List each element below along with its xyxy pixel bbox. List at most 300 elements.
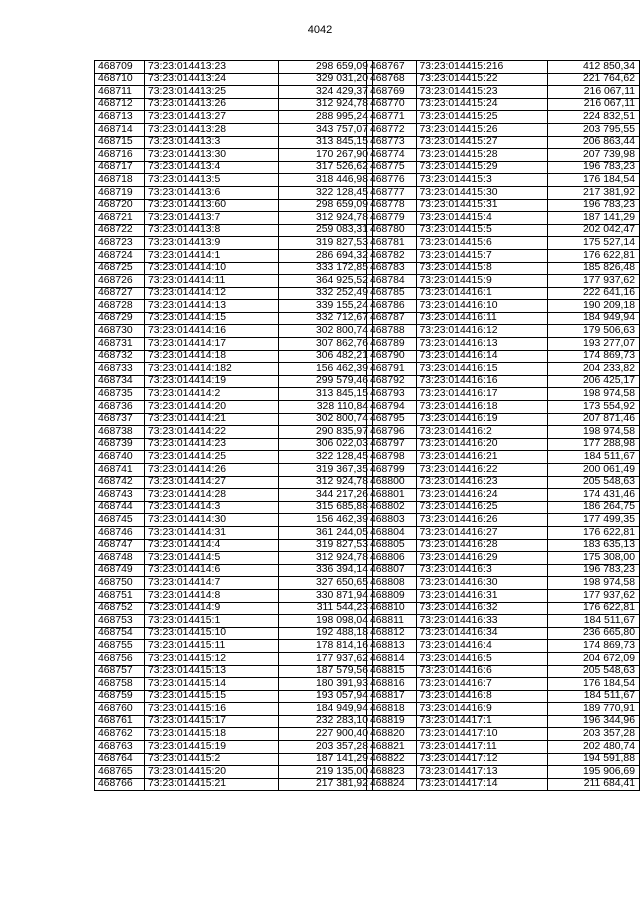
row-number-cell: 468712 <box>95 98 145 111</box>
value-cell: 193 057,94 <box>279 690 373 703</box>
row-number-cell: 468820 <box>367 728 417 741</box>
table-row <box>367 640 640 653</box>
value-cell: 322 128,45 <box>279 186 373 199</box>
row-number-cell: 468739 <box>95 438 145 451</box>
row-number-cell: 468736 <box>95 401 145 414</box>
cadastral-number-cell: 73:23:014414:8 <box>145 589 279 602</box>
table-row <box>367 199 640 212</box>
table-row <box>95 615 373 628</box>
value-cell: 187 141,29 <box>279 753 373 766</box>
table-row <box>95 363 373 376</box>
cadastral-number-cell: 73:23:014415:18 <box>145 728 279 741</box>
value-cell: 330 871,94 <box>279 589 373 602</box>
value-cell: 216 067,11 <box>547 86 639 99</box>
table-row <box>367 476 640 489</box>
value-cell: 187 579,56 <box>279 665 373 678</box>
row-number-cell: 468764 <box>95 753 145 766</box>
table-row <box>95 249 373 262</box>
table-row <box>367 338 640 351</box>
page-number: 4042 <box>307 24 333 36</box>
table-row <box>367 741 640 754</box>
cadastral-number-cell: 73:23:014414:4 <box>145 539 279 552</box>
cadastral-number-cell: 73:23:014415:20 <box>145 766 279 779</box>
row-number-cell: 468750 <box>95 577 145 590</box>
row-number-cell: 468795 <box>367 413 417 426</box>
row-number-cell: 468785 <box>367 287 417 300</box>
cadastral-number-cell: 73:23:014415:25 <box>416 111 547 124</box>
table-row <box>95 589 373 602</box>
row-number-cell: 468746 <box>95 526 145 539</box>
value-cell: 344 217,26 <box>279 489 373 502</box>
cadastral-number-cell: 73:23:014414:26 <box>145 464 279 477</box>
table-row <box>367 149 640 162</box>
table-row <box>367 300 640 313</box>
value-cell: 179 506,63 <box>547 325 639 338</box>
value-cell: 184 949,94 <box>279 703 373 716</box>
row-number-cell: 468766 <box>95 778 145 791</box>
value-cell: 175 308,00 <box>547 552 639 565</box>
cadastral-number-cell: 73:23:014413:60 <box>145 199 279 212</box>
row-number-cell: 468796 <box>367 426 417 439</box>
value-cell: 299 579,46 <box>279 375 373 388</box>
table-row <box>367 678 640 691</box>
table-row <box>95 703 373 716</box>
row-number-cell: 468804 <box>367 526 417 539</box>
value-cell: 184 511,67 <box>547 690 639 703</box>
cadastral-number-cell: 73:23:014416:13 <box>416 338 547 351</box>
value-cell: 176 622,81 <box>547 249 639 262</box>
table-row <box>367 111 640 124</box>
cadastral-number-cell: 73:23:014415:9 <box>416 275 547 288</box>
row-number-cell: 468810 <box>367 602 417 615</box>
value-cell: 174 869,73 <box>547 350 639 363</box>
table-row <box>367 375 640 388</box>
table-row <box>95 212 373 225</box>
row-number-cell: 468801 <box>367 489 417 502</box>
cadastral-number-cell: 73:23:014414:13 <box>145 300 279 313</box>
table-row <box>95 161 373 174</box>
row-number-cell: 468806 <box>367 552 417 565</box>
cadastral-table-left-body <box>95 61 373 791</box>
row-number-cell: 468784 <box>367 275 417 288</box>
value-cell: 336 394,14 <box>279 564 373 577</box>
table-row <box>95 199 373 212</box>
value-cell: 174 869,73 <box>547 640 639 653</box>
value-cell: 204 233,82 <box>547 363 639 376</box>
table-row <box>95 476 373 489</box>
row-number-cell: 468767 <box>367 61 417 74</box>
value-cell: 312 924,78 <box>279 212 373 225</box>
table-row <box>367 186 640 199</box>
row-number-cell: 468754 <box>95 627 145 640</box>
table-row <box>367 514 640 527</box>
value-cell: 329 031,20 <box>279 73 373 86</box>
row-number-cell: 468777 <box>367 186 417 199</box>
row-number-cell: 468818 <box>367 703 417 716</box>
table-row <box>95 325 373 338</box>
cadastral-number-cell: 73:23:014413:4 <box>145 161 279 174</box>
cadastral-number-cell: 73:23:014416:11 <box>416 312 547 325</box>
cadastral-number-cell: 73:23:014417:12 <box>416 753 547 766</box>
value-cell: 236 665,80 <box>547 627 639 640</box>
cadastral-number-cell: 73:23:014417:11 <box>416 741 547 754</box>
row-number-cell: 468822 <box>367 753 417 766</box>
table-row <box>367 262 640 275</box>
value-cell: 198 974,58 <box>547 577 639 590</box>
table-row <box>367 715 640 728</box>
table-row <box>367 174 640 187</box>
row-number-cell: 468752 <box>95 602 145 615</box>
value-cell: 311 544,23 <box>279 602 373 615</box>
row-number-cell: 468747 <box>95 539 145 552</box>
value-cell: 183 635,13 <box>547 539 639 552</box>
value-cell: 207 739,98 <box>547 149 639 162</box>
row-number-cell: 468738 <box>95 426 145 439</box>
cadastral-number-cell: 73:23:014416:26 <box>416 514 547 527</box>
value-cell: 302 800,74 <box>279 413 373 426</box>
row-number-cell: 468740 <box>95 451 145 464</box>
cadastral-number-cell: 73:23:014416:30 <box>416 577 547 590</box>
value-cell: 312 924,78 <box>279 476 373 489</box>
row-number-cell: 468788 <box>367 325 417 338</box>
table-row <box>95 690 373 703</box>
table-row <box>95 262 373 275</box>
cadastral-number-cell: 73:23:014416:22 <box>416 464 547 477</box>
cadastral-number-cell: 73:23:014413:9 <box>145 237 279 250</box>
cadastral-number-cell: 73:23:014416:9 <box>416 703 547 716</box>
cadastral-number-cell: 73:23:014415:17 <box>145 715 279 728</box>
cadastral-number-cell: 73:23:014413:8 <box>145 224 279 237</box>
cadastral-number-cell: 73:23:014417:14 <box>416 778 547 791</box>
table-row <box>95 665 373 678</box>
row-number-cell: 468782 <box>367 249 417 262</box>
row-number-cell: 468803 <box>367 514 417 527</box>
value-cell: 203 357,28 <box>547 728 639 741</box>
table-row <box>95 350 373 363</box>
cadastral-number-cell: 73:23:014415:3 <box>416 174 547 187</box>
value-cell: 175 527,14 <box>547 237 639 250</box>
cadastral-number-cell: 73:23:014413:7 <box>145 212 279 225</box>
value-cell: 332 712,67 <box>279 312 373 325</box>
cadastral-number-cell: 73:23:014415:2 <box>145 753 279 766</box>
table-row <box>367 287 640 300</box>
value-cell: 196 783,23 <box>547 564 639 577</box>
row-number-cell: 468725 <box>95 262 145 275</box>
cadastral-number-cell: 73:23:014416:20 <box>416 438 547 451</box>
value-cell: 219 135,00 <box>279 766 373 779</box>
cadastral-table-right <box>366 60 640 791</box>
cadastral-number-cell: 73:23:014415:24 <box>416 98 547 111</box>
value-cell: 322 128,45 <box>279 451 373 464</box>
table-row <box>95 438 373 451</box>
value-cell: 190 209,18 <box>547 300 639 313</box>
cadastral-number-cell: 73:23:014413:5 <box>145 174 279 187</box>
row-number-cell: 468814 <box>367 652 417 665</box>
value-cell: 170 267,90 <box>279 149 373 162</box>
value-cell: 232 283,10 <box>279 715 373 728</box>
value-cell: 205 548,63 <box>547 476 639 489</box>
cadastral-number-cell: 73:23:014415:27 <box>416 136 547 149</box>
cadastral-number-cell: 73:23:014416:23 <box>416 476 547 489</box>
table-row <box>95 741 373 754</box>
cadastral-number-cell: 73:23:014416:12 <box>416 325 547 338</box>
value-cell: 298 659,09 <box>279 61 373 74</box>
row-number-cell: 468770 <box>367 98 417 111</box>
value-cell: 198 098,04 <box>279 615 373 628</box>
row-number-cell: 468802 <box>367 501 417 514</box>
cadastral-number-cell: 73:23:014413:25 <box>145 86 279 99</box>
value-cell: 315 685,88 <box>279 501 373 514</box>
row-number-cell: 468731 <box>95 338 145 351</box>
cadastral-number-cell: 73:23:014414:28 <box>145 489 279 502</box>
cadastral-number-cell: 73:23:014415:7 <box>416 249 547 262</box>
row-number-cell: 468765 <box>95 766 145 779</box>
cadastral-table-right-body <box>367 61 640 791</box>
table-row <box>95 388 373 401</box>
value-cell: 202 042,47 <box>547 224 639 237</box>
cadastral-number-cell: 73:23:014413:28 <box>145 123 279 136</box>
table-row <box>367 312 640 325</box>
table-row <box>367 501 640 514</box>
table-row <box>367 778 640 791</box>
value-cell: 290 835,97 <box>279 426 373 439</box>
value-cell: 192 488,18 <box>279 627 373 640</box>
table-row <box>367 413 640 426</box>
table-row <box>95 464 373 477</box>
table-row <box>367 690 640 703</box>
value-cell: 196 344,96 <box>547 715 639 728</box>
value-cell: 177 288,98 <box>547 438 639 451</box>
cadastral-number-cell: 73:23:014416:1 <box>416 287 547 300</box>
value-cell: 227 900,40 <box>279 728 373 741</box>
value-cell: 178 814,16 <box>279 640 373 653</box>
cadastral-number-cell: 73:23:014416:29 <box>416 552 547 565</box>
cadastral-number-cell: 73:23:014416:5 <box>416 652 547 665</box>
row-number-cell: 468809 <box>367 589 417 602</box>
value-cell: 343 757,07 <box>279 123 373 136</box>
table-row <box>95 451 373 464</box>
cadastral-number-cell: 73:23:014414:22 <box>145 426 279 439</box>
table-row <box>95 489 373 502</box>
cadastral-number-cell: 73:23:014414:12 <box>145 287 279 300</box>
table-row <box>367 589 640 602</box>
cadastral-number-cell: 73:23:014413:30 <box>145 149 279 162</box>
table-row <box>367 426 640 439</box>
cadastral-number-cell: 73:23:014414:20 <box>145 401 279 414</box>
value-cell: 177 937,62 <box>279 652 373 665</box>
row-number-cell: 468813 <box>367 640 417 653</box>
cadastral-number-cell: 73:23:014416:3 <box>416 564 547 577</box>
table-row <box>367 98 640 111</box>
row-number-cell: 468755 <box>95 640 145 653</box>
table-row <box>95 300 373 313</box>
value-cell: 332 252,49 <box>279 287 373 300</box>
row-number-cell: 468823 <box>367 766 417 779</box>
row-number-cell: 468745 <box>95 514 145 527</box>
cadastral-number-cell: 73:23:014413:24 <box>145 73 279 86</box>
cadastral-number-cell: 73:23:014414:1 <box>145 249 279 262</box>
row-number-cell: 468721 <box>95 212 145 225</box>
cadastral-number-cell: 73:23:014416:8 <box>416 690 547 703</box>
cadastral-number-cell: 73:23:014414:15 <box>145 312 279 325</box>
cadastral-number-cell: 73:23:014413:23 <box>145 61 279 74</box>
table-row <box>367 325 640 338</box>
table-row <box>367 275 640 288</box>
value-cell: 177 499,35 <box>547 514 639 527</box>
value-cell: 317 526,62 <box>279 161 373 174</box>
value-cell: 306 482,21 <box>279 350 373 363</box>
value-cell: 174 431,46 <box>547 489 639 502</box>
value-cell: 339 155,24 <box>279 300 373 313</box>
table-row <box>95 61 373 74</box>
row-number-cell: 468735 <box>95 388 145 401</box>
table-row <box>367 237 640 250</box>
value-cell: 364 925,52 <box>279 275 373 288</box>
cadastral-number-cell: 73:23:014416:7 <box>416 678 547 691</box>
table-row <box>95 401 373 414</box>
value-cell: 312 924,78 <box>279 98 373 111</box>
row-number-cell: 468726 <box>95 275 145 288</box>
cadastral-number-cell: 73:23:014415:4 <box>416 212 547 225</box>
table-row <box>95 627 373 640</box>
cadastral-number-cell: 73:23:014414:18 <box>145 350 279 363</box>
table-row <box>95 312 373 325</box>
row-number-cell: 468783 <box>367 262 417 275</box>
value-cell: 205 548,63 <box>547 665 639 678</box>
value-cell: 224 832,51 <box>547 111 639 124</box>
row-number-cell: 468773 <box>367 136 417 149</box>
cadastral-number-cell: 73:23:014414:31 <box>145 526 279 539</box>
table-row <box>95 539 373 552</box>
cadastral-number-cell: 73:23:014414:11 <box>145 275 279 288</box>
cadastral-number-cell: 73:23:014415:8 <box>416 262 547 275</box>
row-number-cell: 468718 <box>95 174 145 187</box>
row-number-cell: 468719 <box>95 186 145 199</box>
cadastral-number-cell: 73:23:014416:14 <box>416 350 547 363</box>
cadastral-number-cell: 73:23:014414:21 <box>145 413 279 426</box>
cadastral-number-cell: 73:23:014415:21 <box>145 778 279 791</box>
value-cell: 319 827,53 <box>279 539 373 552</box>
table-row <box>367 388 640 401</box>
value-cell: 203 357,28 <box>279 741 373 754</box>
table-row <box>367 577 640 590</box>
row-number-cell: 468757 <box>95 665 145 678</box>
cadastral-number-cell: 73:23:014414:17 <box>145 338 279 351</box>
cadastral-number-cell: 73:23:014416:15 <box>416 363 547 376</box>
table-row <box>95 602 373 615</box>
table-row <box>367 212 640 225</box>
row-number-cell: 468727 <box>95 287 145 300</box>
row-number-cell: 468816 <box>367 678 417 691</box>
row-number-cell: 468791 <box>367 363 417 376</box>
value-cell: 187 141,29 <box>547 212 639 225</box>
value-cell: 412 850,34 <box>547 61 639 74</box>
cadastral-number-cell: 73:23:014416:31 <box>416 589 547 602</box>
value-cell: 177 937,62 <box>547 275 639 288</box>
row-number-cell: 468805 <box>367 539 417 552</box>
value-cell: 324 429,37 <box>279 86 373 99</box>
row-number-cell: 468753 <box>95 615 145 628</box>
table-row <box>95 413 373 426</box>
row-number-cell: 468762 <box>95 728 145 741</box>
value-cell: 328 110,84 <box>279 401 373 414</box>
table-row <box>367 73 640 86</box>
cadastral-number-cell: 73:23:014416:33 <box>416 615 547 628</box>
cadastral-number-cell: 73:23:014414:25 <box>145 451 279 464</box>
row-number-cell: 468741 <box>95 464 145 477</box>
table-row <box>95 514 373 527</box>
row-number-cell: 468776 <box>367 174 417 187</box>
cadastral-number-cell: 73:23:014414:10 <box>145 262 279 275</box>
table-row <box>95 174 373 187</box>
cadastral-number-cell: 73:23:014416:10 <box>416 300 547 313</box>
row-number-cell: 468758 <box>95 678 145 691</box>
value-cell: 222 641,16 <box>547 287 639 300</box>
row-number-cell: 468790 <box>367 350 417 363</box>
cadastral-number-cell: 73:23:014415:31 <box>416 199 547 212</box>
table-row <box>95 552 373 565</box>
row-number-cell: 468730 <box>95 325 145 338</box>
table-row <box>367 539 640 552</box>
cadastral-number-cell: 73:23:014416:32 <box>416 602 547 615</box>
value-cell: 211 684,41 <box>547 778 639 791</box>
value-cell: 313 845,15 <box>279 136 373 149</box>
value-cell: 176 622,81 <box>547 526 639 539</box>
value-cell: 319 827,53 <box>279 237 373 250</box>
row-number-cell: 468786 <box>367 300 417 313</box>
cadastral-number-cell: 73:23:014414:23 <box>145 438 279 451</box>
value-cell: 298 659,09 <box>279 199 373 212</box>
row-number-cell: 468824 <box>367 778 417 791</box>
cadastral-number-cell: 73:23:014416:28 <box>416 539 547 552</box>
value-cell: 198 974,58 <box>547 426 639 439</box>
value-cell: 184 949,94 <box>547 312 639 325</box>
table-row <box>95 186 373 199</box>
table-row <box>95 237 373 250</box>
row-number-cell: 468815 <box>367 665 417 678</box>
row-number-cell: 468761 <box>95 715 145 728</box>
table-row <box>367 728 640 741</box>
cadastral-number-cell: 73:23:014415:10 <box>145 627 279 640</box>
cadastral-number-cell: 73:23:014415:19 <box>145 741 279 754</box>
table-row <box>95 73 373 86</box>
value-cell: 288 995,24 <box>279 111 373 124</box>
cadastral-number-cell: 73:23:014415:11 <box>145 640 279 653</box>
value-cell: 196 783,23 <box>547 161 639 174</box>
table-row <box>95 577 373 590</box>
row-number-cell: 468772 <box>367 123 417 136</box>
row-number-cell: 468768 <box>367 73 417 86</box>
value-cell: 221 764,62 <box>547 73 639 86</box>
row-number-cell: 468793 <box>367 388 417 401</box>
table-row <box>95 640 373 653</box>
table-row <box>95 426 373 439</box>
row-number-cell: 468714 <box>95 123 145 136</box>
cadastral-table-left <box>94 60 373 791</box>
row-number-cell: 468723 <box>95 237 145 250</box>
table-row <box>95 778 373 791</box>
table-row <box>95 111 373 124</box>
value-cell: 177 937,62 <box>547 589 639 602</box>
cadastral-number-cell: 73:23:014416:16 <box>416 375 547 388</box>
table-row <box>95 98 373 111</box>
row-number-cell: 468715 <box>95 136 145 149</box>
value-cell: 176 184,54 <box>547 678 639 691</box>
table-row <box>367 602 640 615</box>
value-cell: 196 783,23 <box>547 199 639 212</box>
row-number-cell: 468710 <box>95 73 145 86</box>
cadastral-number-cell: 73:23:014413:6 <box>145 186 279 199</box>
